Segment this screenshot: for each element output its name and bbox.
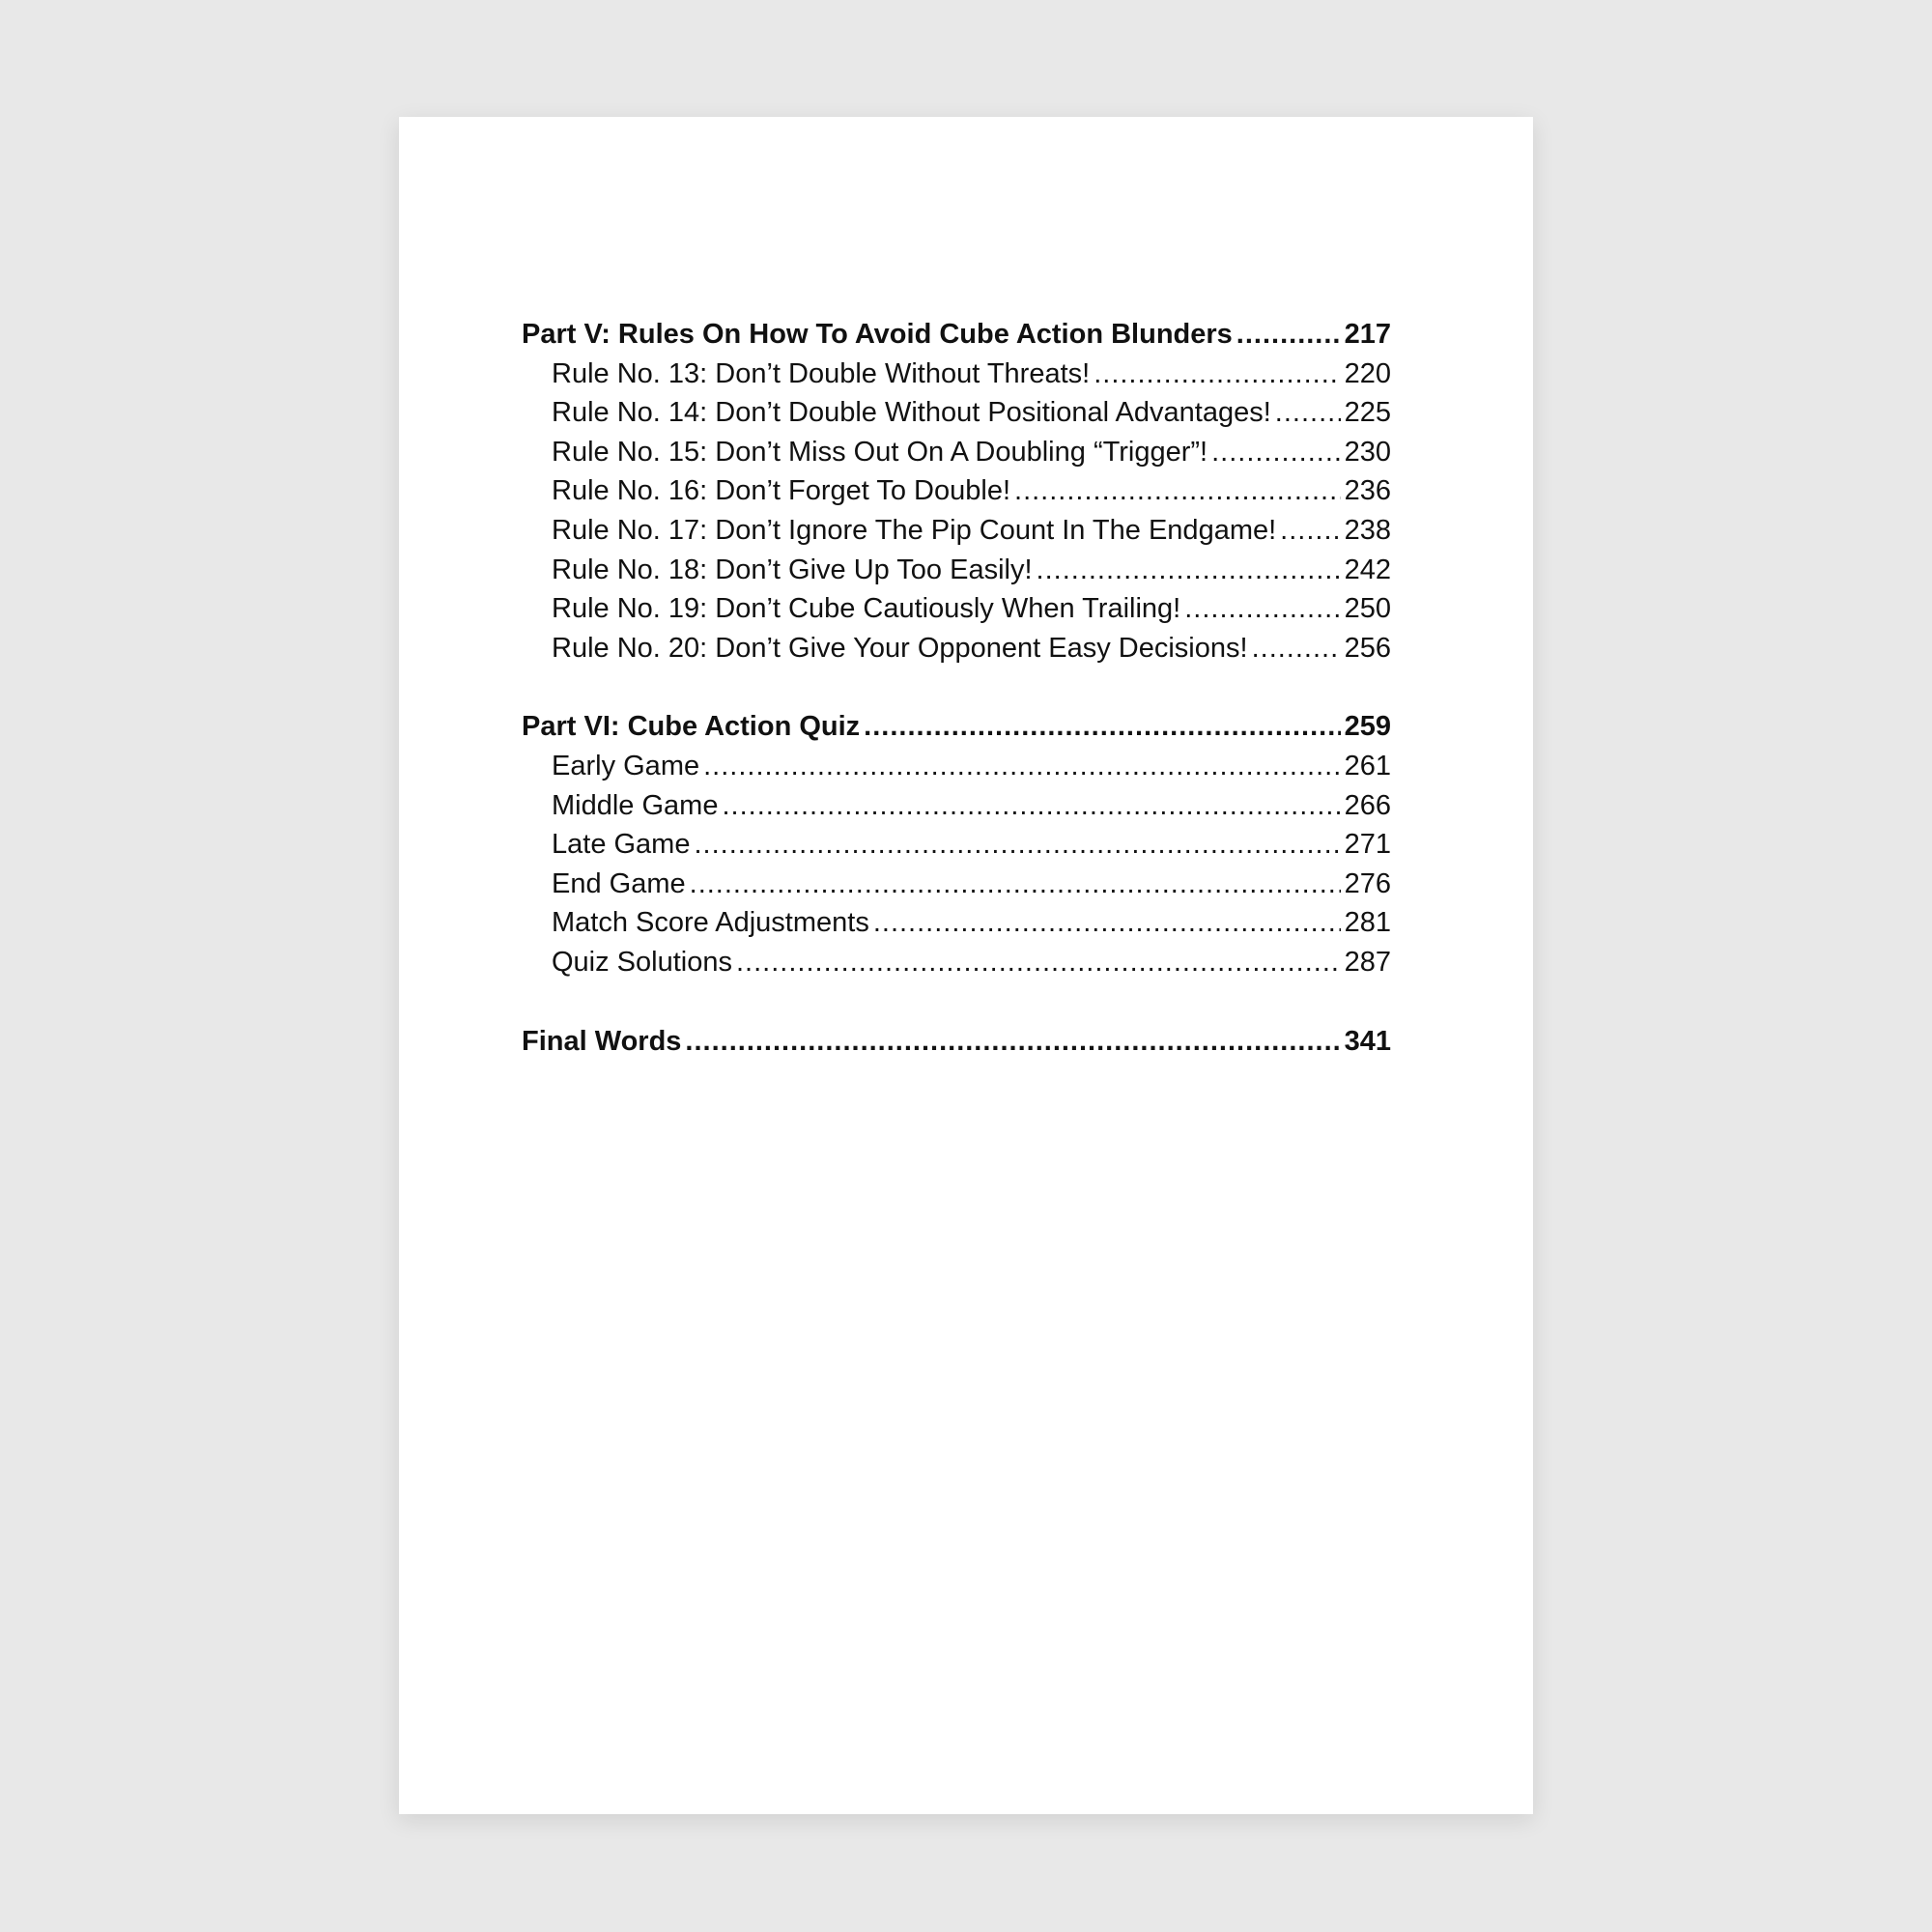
toc-entry-title: Quiz Solutions — [552, 946, 732, 978]
toc-entry-title: Rule No. 16: Don’t Forget To Double! — [552, 475, 1011, 507]
toc-entry-title: Late Game — [552, 829, 691, 861]
dot-leader — [703, 747, 1341, 786]
toc-entry-title: Rule No. 15: Don’t Miss Out On A Doubling “Trigger”! — [552, 436, 1208, 468]
dot-leader — [1014, 471, 1341, 511]
dot-leader — [1184, 589, 1340, 629]
toc-page-number: 217 — [1344, 319, 1391, 350]
toc-section-part-v — [522, 315, 1391, 668]
toc-page-number: 266 — [1344, 789, 1391, 821]
toc-entry[interactable] — [522, 865, 1391, 904]
toc-page-number: 250 — [1344, 593, 1391, 625]
toc-part-heading[interactable] — [522, 1022, 1391, 1062]
toc-page-number: 341 — [1344, 1025, 1391, 1057]
toc-entry-title: Rule No. 14: Don’t Double Without Positional Advantages! — [552, 397, 1271, 429]
toc-entry[interactable] — [522, 825, 1391, 865]
toc-entry-title: Rule No. 19: Don’t Cube Cautiously When Trailing! — [552, 593, 1181, 625]
toc-entry[interactable] — [522, 355, 1391, 394]
dot-leader — [1252, 629, 1341, 668]
dot-leader — [694, 825, 1340, 865]
toc-page-number: 271 — [1344, 829, 1391, 861]
toc-page-number: 256 — [1344, 632, 1391, 664]
toc-entry[interactable] — [522, 943, 1391, 982]
toc-section-part-vi — [522, 707, 1391, 981]
toc-page-number: 220 — [1344, 357, 1391, 389]
toc-entry[interactable] — [522, 551, 1391, 590]
toc-entry-title: Final Words — [522, 1025, 682, 1057]
dot-leader — [1280, 511, 1340, 551]
toc-entry-title: Middle Game — [552, 789, 719, 821]
dot-leader — [1037, 551, 1341, 590]
dot-leader — [1275, 393, 1341, 433]
toc-page-number: 230 — [1344, 436, 1391, 468]
toc-section-final-words — [522, 1022, 1391, 1062]
toc-page-number: 225 — [1344, 397, 1391, 429]
dot-leader — [690, 865, 1341, 904]
toc-entry[interactable] — [522, 629, 1391, 668]
toc-entry[interactable] — [522, 471, 1391, 511]
toc-entry-title: Part VI: Cube Action Quiz — [522, 711, 861, 743]
dot-leader — [685, 1022, 1340, 1062]
toc-entry-title: Rule No. 20: Don’t Give Your Opponent Easy Decisions! — [552, 632, 1248, 664]
toc-page-number: 236 — [1344, 475, 1391, 507]
toc-entry[interactable] — [522, 786, 1391, 826]
toc-entry-title: Rule No. 18: Don’t Give Up Too Easily! — [552, 554, 1033, 585]
table-of-contents — [522, 315, 1391, 1100]
toc-page-number: 242 — [1344, 554, 1391, 585]
toc-page-number: 259 — [1344, 711, 1391, 743]
dot-leader — [1236, 315, 1341, 355]
toc-entry[interactable] — [522, 903, 1391, 943]
toc-page-number: 238 — [1344, 514, 1391, 546]
dot-leader — [722, 786, 1340, 826]
toc-entry-title: Part V: Rules On How To Avoid Cube Action Blunders — [522, 319, 1233, 350]
toc-page-number: 261 — [1344, 750, 1391, 781]
toc-entry[interactable] — [522, 511, 1391, 551]
toc-entry-title: End Game — [552, 867, 686, 899]
toc-entry-title: Match Score Adjustments — [552, 907, 869, 939]
toc-entry-title: Rule No. 13: Don’t Double Without Threats! — [552, 357, 1091, 389]
dot-leader — [873, 903, 1341, 943]
toc-entry-title: Rule No. 17: Don’t Ignore The Pip Count In The Endgame! — [552, 514, 1277, 546]
dot-leader — [1211, 433, 1341, 472]
toc-entry[interactable] — [522, 747, 1391, 786]
toc-part-heading[interactable] — [522, 315, 1391, 355]
toc-page-number: 276 — [1344, 867, 1391, 899]
dot-leader — [864, 707, 1340, 747]
dot-leader — [736, 943, 1341, 982]
toc-entry[interactable] — [522, 433, 1391, 472]
toc-entry[interactable] — [522, 393, 1391, 433]
toc-part-heading[interactable] — [522, 707, 1391, 747]
toc-entry[interactable] — [522, 589, 1391, 629]
book-page — [399, 117, 1533, 1814]
dot-leader — [1094, 355, 1340, 394]
toc-page-number: 281 — [1344, 907, 1391, 939]
toc-page-number: 287 — [1344, 946, 1391, 978]
toc-entry-title: Early Game — [552, 750, 700, 781]
